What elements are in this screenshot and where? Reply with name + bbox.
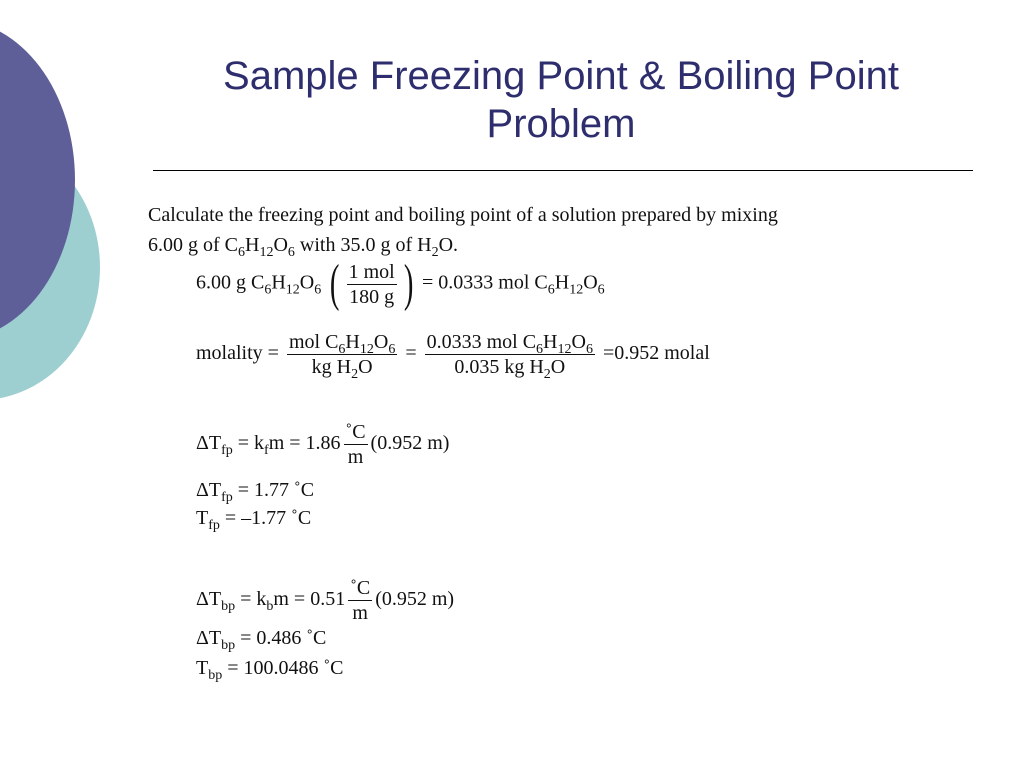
subscript: 6	[585, 342, 593, 357]
molality-values-fraction	[425, 330, 595, 382]
subscript: 6	[536, 342, 544, 357]
subscript: 12	[285, 282, 300, 298]
equals-sign: =	[405, 342, 417, 365]
text: = 1.77 ˚C	[232, 479, 315, 501]
subscript: 6	[547, 282, 555, 298]
boiling-point-equation	[196, 576, 454, 625]
text: = 0.486 ˚C	[235, 627, 327, 649]
text: H	[271, 271, 286, 294]
moles-equation	[196, 255, 605, 312]
title-divider	[153, 170, 973, 171]
text: ΔT	[196, 432, 222, 455]
subscript: fp	[221, 443, 233, 459]
subscript: 6	[597, 282, 605, 298]
molality-equation	[196, 330, 710, 382]
subscript: 6	[388, 342, 396, 357]
text: O	[358, 356, 373, 378]
text: O.	[438, 234, 459, 256]
text: = –1.77 ˚C	[219, 507, 312, 529]
subscript: 6	[264, 282, 272, 298]
subscript: 12	[569, 282, 584, 298]
text: 6.00 g C	[196, 271, 265, 294]
molality-label: molality =	[196, 342, 279, 365]
text: = 100.0486 ˚C	[222, 657, 344, 679]
text: = 0.0333 mol C	[422, 271, 548, 294]
fraction-denominator: m	[347, 446, 364, 468]
text: ΔT	[196, 588, 222, 611]
subscript: 12	[557, 342, 572, 357]
text: 6.00 g of C	[148, 234, 238, 256]
text: O	[273, 234, 288, 256]
fraction-numerator: ˚C	[345, 421, 366, 443]
text: H	[245, 234, 260, 256]
right-paren: )	[403, 255, 414, 312]
unit-fraction	[348, 576, 372, 625]
fraction-numerator: 1 mol	[348, 260, 395, 283]
fraction-denominator: 180 g	[349, 285, 395, 308]
problem-statement	[148, 200, 948, 260]
left-paren: (	[330, 255, 340, 312]
text: m = 1.86	[268, 432, 341, 455]
text: O	[299, 271, 315, 294]
text: O	[550, 356, 566, 378]
problem-statement-line-2	[148, 230, 948, 260]
molality-result: =0.952 molal	[602, 342, 710, 365]
text: with 35.0 g of H	[294, 234, 432, 256]
subscript: 2	[351, 367, 359, 382]
text: kg H	[311, 356, 352, 378]
subscript: 2	[543, 367, 551, 382]
text: O	[571, 331, 586, 353]
subscript: bp	[208, 668, 223, 683]
subscript: f	[264, 443, 269, 459]
unit-fraction	[344, 420, 368, 469]
text: (0.952 m)	[370, 432, 450, 455]
text: m = 0.51	[273, 588, 346, 611]
text: = k	[232, 432, 265, 455]
freezing-point-depression	[196, 478, 315, 505]
boiling-point-result	[196, 656, 344, 683]
freezing-point-result	[196, 506, 312, 533]
text: ΔT	[196, 479, 222, 501]
subscript: fp	[221, 490, 233, 505]
subscript: bp	[221, 638, 236, 653]
fraction-denominator	[425, 355, 595, 382]
text: T	[196, 507, 209, 529]
text: O	[373, 331, 389, 353]
text: ΔT	[196, 627, 222, 649]
subscript: b	[266, 599, 274, 615]
text: H	[345, 331, 360, 353]
molality-definition-fraction	[287, 330, 397, 382]
subscript: 2	[431, 245, 439, 260]
subscript: 6	[314, 282, 322, 298]
text: H	[554, 271, 570, 294]
subscript: 12	[359, 342, 374, 357]
slide-title: Sample Freezing Point & Boiling Point Problem	[223, 54, 899, 146]
fraction-numerator	[287, 330, 397, 355]
text: T	[196, 657, 209, 679]
subscript: 12	[259, 245, 274, 260]
boiling-point-elevation	[196, 626, 327, 653]
text: 0.0333 mol C	[426, 331, 537, 353]
text: (0.952 m)	[375, 588, 455, 611]
subscript: bp	[221, 599, 236, 615]
text: H	[543, 331, 558, 353]
subscript: 6	[338, 342, 346, 357]
text: O	[583, 271, 598, 294]
problem-statement-line-1: Calculate the freezing point and boiling point of a solution prepared by mixing	[148, 204, 778, 226]
subscript: fp	[208, 518, 220, 533]
text: mol C	[288, 331, 339, 353]
fraction-denominator	[287, 355, 397, 382]
subscript: 6	[238, 245, 245, 260]
freezing-point-equation	[196, 420, 449, 469]
text: = k	[235, 588, 267, 611]
fraction-numerator: ˚C	[350, 577, 371, 599]
text: 0.035 kg H	[454, 356, 544, 378]
conversion-fraction	[347, 260, 397, 309]
subscript: 6	[287, 245, 295, 260]
fraction-numerator	[425, 330, 595, 355]
fraction-denominator: m	[352, 602, 368, 624]
